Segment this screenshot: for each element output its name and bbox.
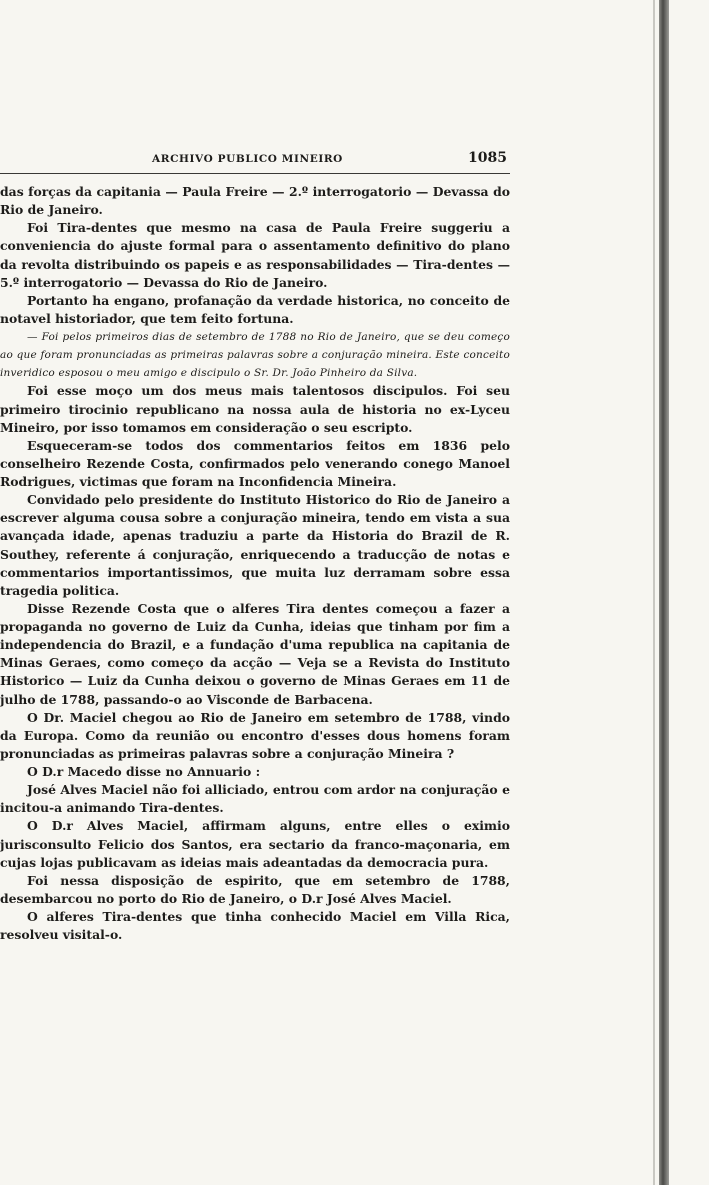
paragraph: Foi esse moço um dos meus mais talentosos discipulos. Foi seu primeiro tirocinio republicano na nossa aula de historia no ex-Lyceu Mineiro, por isso tomamos em consideração o seu escripto.: [0, 383, 510, 435]
paragraph: Disse Rezende Costa que o alferes Tira dentes começou a fazer a propaganda no governo de Luiz da Cunha, ideias que tinham por fim a independencia do Brazil, e a fundação d'uma republica na capitania de Minas Geraes, como começo da acção — Veja se a Revista do Instituto Historico — Luiz da Cunha deixou o governo de Minas Geraes em 11 de julho de 1788, passando-o ao Visconde de Barbacena.: [0, 600, 510, 707]
page-binding-edge: [659, 0, 669, 1185]
paragraph: O Dr. Maciel chegou ao Rio de Janeiro em setembro de 1788, vindo da Europa. Como da reunião ou encontro d'esses dous homens foram pronunciadas as primeiras palavras sobre a conjuração Mineira ?: [0, 709, 510, 761]
page-edge-line: [653, 0, 655, 1185]
paragraph: José Alves Maciel não foi alliciado, entrou com ardor na conjuração e incitou-a animando Tira-dentes.: [0, 782, 510, 816]
page-number: 1085: [468, 150, 507, 166]
paragraph: Convidado pelo presidente do Instituto Historico do Rio de Janeiro a escrever alguma cousa sobre a conjuração mineira, tendo em vista a sua avançada idade, apenas traduziu a parte da Historia do Brazil de R. Southey, referente á conjuração, enriquecendo a traducção de notas e commentarios importantissimos, que muita luz derramam sobre essa tragedia politica.: [0, 492, 510, 598]
paragraph: O D.r Macedo disse no Annuario :: [27, 764, 261, 779]
page-header: [0, 150, 510, 173]
paragraph: Foi nessa disposição de espirito, que em setembro de 1788, desembarcou no porto do Rio de Janeiro, o D.r José Alves Maciel.: [0, 872, 510, 906]
paragraph: O alferes Tira-dentes que tinha conhecido Maciel em Villa Rica, resolveu visital-o.: [0, 909, 510, 943]
header-rule: [0, 173, 510, 174]
quoted-paragraph: — Foi pelos primeiros dias de setembro de 1788 no Rio de Janeiro, que se deu começo ao que foram pronunciadas as primeiras palavras sobre a conjuração mineira. Este conceito inveridico esposou o meu amigo e discipulo o Sr. Dr. João Pinheiro da Silva.: [0, 331, 510, 380]
paragraph: O D.r Alves Maciel, affirmam alguns, entre elles o eximio jurisconsulto Felicio dos Santos, era sectario da franco-maçonaria, em cujas lojas publicavam as ideias mais adeantadas da democracia pura.: [0, 818, 510, 870]
paragraph: Foi Tira-dentes que mesmo na casa de Paula Freire suggeriu a conveniencia do ajuste formal para o assentamento definitivo do plano da revolta distribuindo os papeis e as responsabilidades — Tira-dentes — 5.º interrogatorio — Devassa do Rio de Janeiro.: [0, 220, 510, 290]
running-title: ARCHIVO PUBLICO MINEIRO: [152, 153, 343, 165]
paragraph: das forças da capitania — Paula Freire — 2.º interrogatorio — Devassa do Rio de Janeiro.: [0, 184, 510, 218]
body-text: [0, 183, 510, 944]
paragraph: Portanto ha engano, profanação da verdade historica, no conceito de notavel historiador, que tem feito fortuna.: [0, 292, 510, 326]
paragraph: Esqueceram-se todos dos commentarios feitos em 1836 pelo conselheiro Rezende Costa, confirmados pelo venerando conego Manoel Rodrigues, victimas que foram na Inconfidencia Mineira.: [0, 437, 510, 489]
